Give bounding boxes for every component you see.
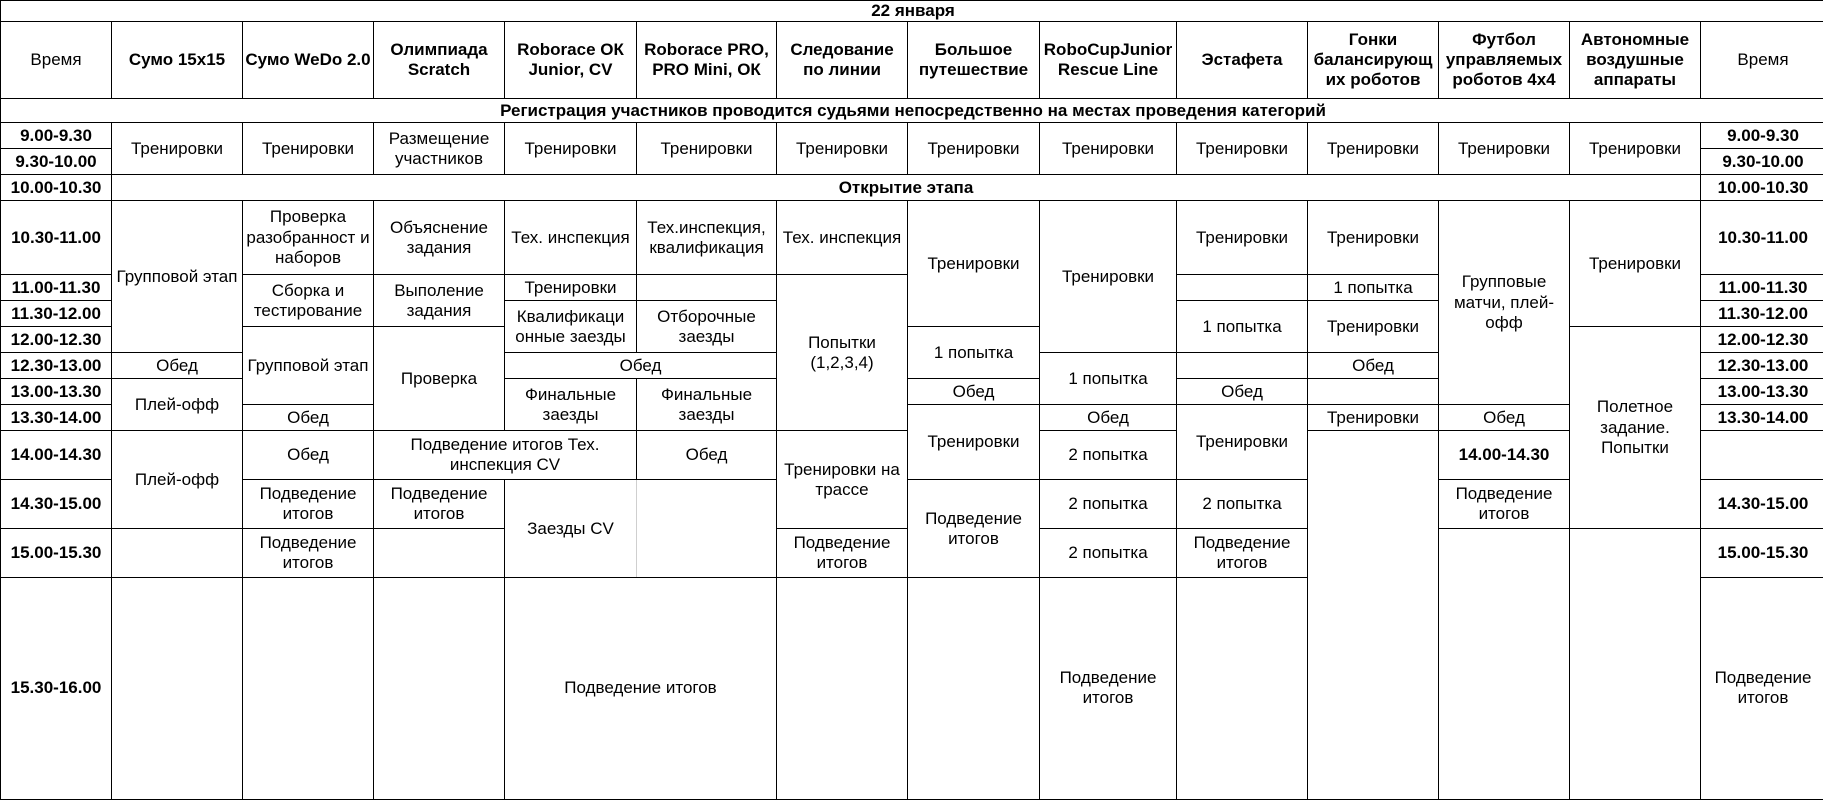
time-row — [1, 175, 1823, 201]
cell: Подведение итогов — [1439, 480, 1570, 529]
cell: Отборочные заезды — [637, 301, 777, 353]
time-label: 10.30-11.00 — [1701, 201, 1823, 275]
cell: Заезды CV — [505, 480, 637, 578]
cell — [1439, 529, 1570, 800]
cell: Обед — [505, 353, 777, 379]
header-big-journey: Большое путешествие — [908, 22, 1040, 99]
cell: Проверка разобранност и наборов — [243, 201, 374, 275]
cell: 2 попытка — [1040, 480, 1177, 529]
time-label: 13.30-14.00 — [1, 405, 112, 431]
cell: Тренировки — [505, 123, 637, 175]
cell: Квалификаци онные заезды — [505, 301, 637, 353]
time-label: 11.30-12.00 — [1, 301, 112, 327]
cell: Размещение участников — [374, 123, 505, 175]
cell: Тех.инспекция, квалификация — [637, 201, 777, 275]
time-label: 9.30-10.00 — [1, 149, 112, 175]
cell: 1 попытка — [1308, 275, 1439, 301]
cell: 2 попытка — [1040, 529, 1177, 578]
cell: Обед — [1439, 405, 1570, 431]
cell: Обед — [637, 431, 777, 480]
cell: Сборка и тестирование — [243, 275, 374, 327]
cell: Тренировки — [1439, 123, 1570, 175]
cell: Тренировки — [637, 123, 777, 175]
cell: Проверка — [374, 327, 505, 431]
cell: Обед — [1308, 353, 1439, 379]
cell — [637, 480, 777, 578]
time-label: 11.00-11.30 — [1701, 275, 1823, 301]
time-label: 12.30-13.00 — [1701, 353, 1823, 379]
registration-note: Регистрация участников проводится судьями непосредственно на местах проведения категорий — [1, 99, 1823, 123]
cell: Обед — [112, 353, 243, 379]
time-label: 9.00-9.30 — [1, 123, 112, 149]
cell: Финальные заезды — [505, 379, 637, 431]
cell: Подведение итогов — [777, 529, 908, 578]
cell — [908, 578, 1040, 800]
time-label: 12.00-12.30 — [1701, 327, 1823, 353]
header-sumo-wedo: Сумо WeDo 2.0 — [243, 22, 374, 99]
cell: Тренировки — [505, 275, 637, 301]
cell: Тренировки — [1177, 201, 1308, 275]
cell — [374, 578, 505, 800]
cell: Тренировки — [908, 201, 1040, 327]
cell: 1 попытка — [1040, 353, 1177, 405]
cell: Обед — [1040, 405, 1177, 431]
cell — [1177, 578, 1308, 800]
time-label: 13.00-13.30 — [1, 379, 112, 405]
cell: Тренировки — [1177, 405, 1308, 480]
header-scratch-olympiad: Олимпиада Scratch — [374, 22, 505, 99]
registration-row — [1, 99, 1823, 123]
header-relay: Эстафета — [1177, 22, 1308, 99]
time-label: 13.00-13.30 — [1701, 379, 1823, 405]
cell: Подведение итогов — [243, 480, 374, 529]
cell: 1 попытка — [908, 327, 1040, 379]
cell: Групповые матчи, плей-офф — [1439, 201, 1570, 405]
header-roborace-pro: Roborace PRO, PRO Mini, ОК — [637, 22, 777, 99]
time-label: 15.00-15.30 — [1701, 529, 1823, 578]
cell — [112, 529, 243, 578]
cell: Обед — [1177, 379, 1308, 405]
opening-cell: Открытие этапа — [112, 175, 1701, 201]
header-roborace-ok-junior: Roborace ОК Junior, CV — [505, 22, 637, 99]
date-row — [1, 1, 1823, 22]
cell: Подведение итогов — [374, 480, 505, 529]
cell: Тренировки — [908, 123, 1040, 175]
time-label: 14.30-15.00 — [1, 480, 112, 529]
header-balancing-race: Гонки балансирующ их роботов — [1308, 22, 1439, 99]
time-label: 12.00-12.30 — [1, 327, 112, 353]
cell: Подведение итогов — [505, 578, 777, 800]
cell: Попытки (1,2,3,4) — [777, 275, 908, 431]
cell: Тех. инспекция — [505, 201, 637, 275]
cell — [374, 529, 505, 578]
cell: Плей-офф — [112, 431, 243, 529]
date-cell: 22 января — [1, 1, 1823, 22]
cell: Финальные заезды — [637, 379, 777, 431]
cell — [777, 578, 908, 800]
time-label: 14.30-15.00 — [1701, 480, 1823, 529]
time-label: 10.00-10.30 — [1701, 175, 1823, 201]
cell: Подведение итогов — [1701, 578, 1823, 800]
time-label: 15.30-16.00 — [1, 578, 112, 800]
cell — [1177, 275, 1308, 301]
time-label: 10.30-11.00 — [1, 201, 112, 275]
cell: 1 попытка — [1177, 301, 1308, 353]
cell: Тренировки — [112, 123, 243, 175]
cell: Выполение задания — [374, 275, 505, 327]
time-label: 9.00-9.30 — [1701, 123, 1823, 149]
header-row — [1, 22, 1823, 99]
cell — [1308, 379, 1439, 405]
cell: Подведение итогов — [908, 480, 1040, 578]
cell — [1177, 353, 1308, 379]
cell: Обед — [243, 405, 374, 431]
time-row — [1, 405, 1823, 431]
time-label: 13.30-14.00 — [1701, 405, 1823, 431]
header-aerial-vehicles: Автономные воздушные аппараты — [1570, 22, 1701, 99]
cell: Обед — [908, 379, 1040, 405]
time-label: 11.30-12.00 — [1701, 301, 1823, 327]
cell: 2 попытка — [1040, 431, 1177, 480]
cell: Тренировки — [1308, 405, 1439, 431]
cell — [637, 275, 777, 301]
cell: Тренировки — [1177, 123, 1308, 175]
cell: Подведение итогов — [243, 529, 374, 578]
cell: Тренировки — [1570, 201, 1701, 327]
cell — [1570, 529, 1701, 800]
cell: Тренировки — [1040, 201, 1177, 353]
cell: Тренировки — [1040, 123, 1177, 175]
cell: Тренировки — [1308, 201, 1439, 275]
cell: Тренировки — [243, 123, 374, 175]
time-label: 15.00-15.30 — [1, 529, 112, 578]
cell — [1308, 431, 1439, 800]
header-football-4x4: Футбол управляемых роботов 4х4 — [1439, 22, 1570, 99]
cell — [243, 578, 374, 800]
cell: Групповой этап — [243, 327, 374, 405]
cell: Тренировки на трассе — [777, 431, 908, 529]
time-row — [1, 480, 1823, 529]
cell: Подведение итогов Тех. инспекция CV — [374, 431, 637, 480]
cell: Групповой этап — [112, 201, 243, 353]
cell: Плей-офф — [112, 379, 243, 431]
time-label: 14.00-14.30 — [1439, 431, 1570, 480]
cell: Тренировки — [1308, 301, 1439, 353]
cell: Полетное задание. Попытки — [1570, 327, 1701, 529]
time-label: 11.00-11.30 — [1, 275, 112, 301]
cell: Тех. инспекция — [777, 201, 908, 275]
cell: Тренировки — [1570, 123, 1701, 175]
cell: Объяснение задания — [374, 201, 505, 275]
cell: Подведение итогов — [1040, 578, 1177, 800]
header-sumo-15x15: Сумо 15х15 — [112, 22, 243, 99]
time-label: 10.00-10.30 — [1, 175, 112, 201]
cell: Обед — [243, 431, 374, 480]
header-line-following: Следование по линии — [777, 22, 908, 99]
cell: Тренировки — [1308, 123, 1439, 175]
header-time-left: Время — [1, 22, 112, 99]
cell — [112, 578, 243, 800]
header-robocup-rescue: RoboCupJunior Rescue Line — [1040, 22, 1177, 99]
time-label: 12.30-13.00 — [1, 353, 112, 379]
time-label: 9.30-10.00 — [1701, 149, 1823, 175]
time-row — [1, 123, 1823, 149]
cell: Подведение итогов — [1177, 529, 1308, 578]
time-label: 14.00-14.30 — [1, 431, 112, 480]
header-time-right: Время — [1701, 22, 1823, 99]
time-row — [1, 201, 1823, 275]
cell: 2 попытка — [1177, 480, 1308, 529]
cell: Тренировки — [777, 123, 908, 175]
cell: Тренировки — [908, 405, 1040, 480]
